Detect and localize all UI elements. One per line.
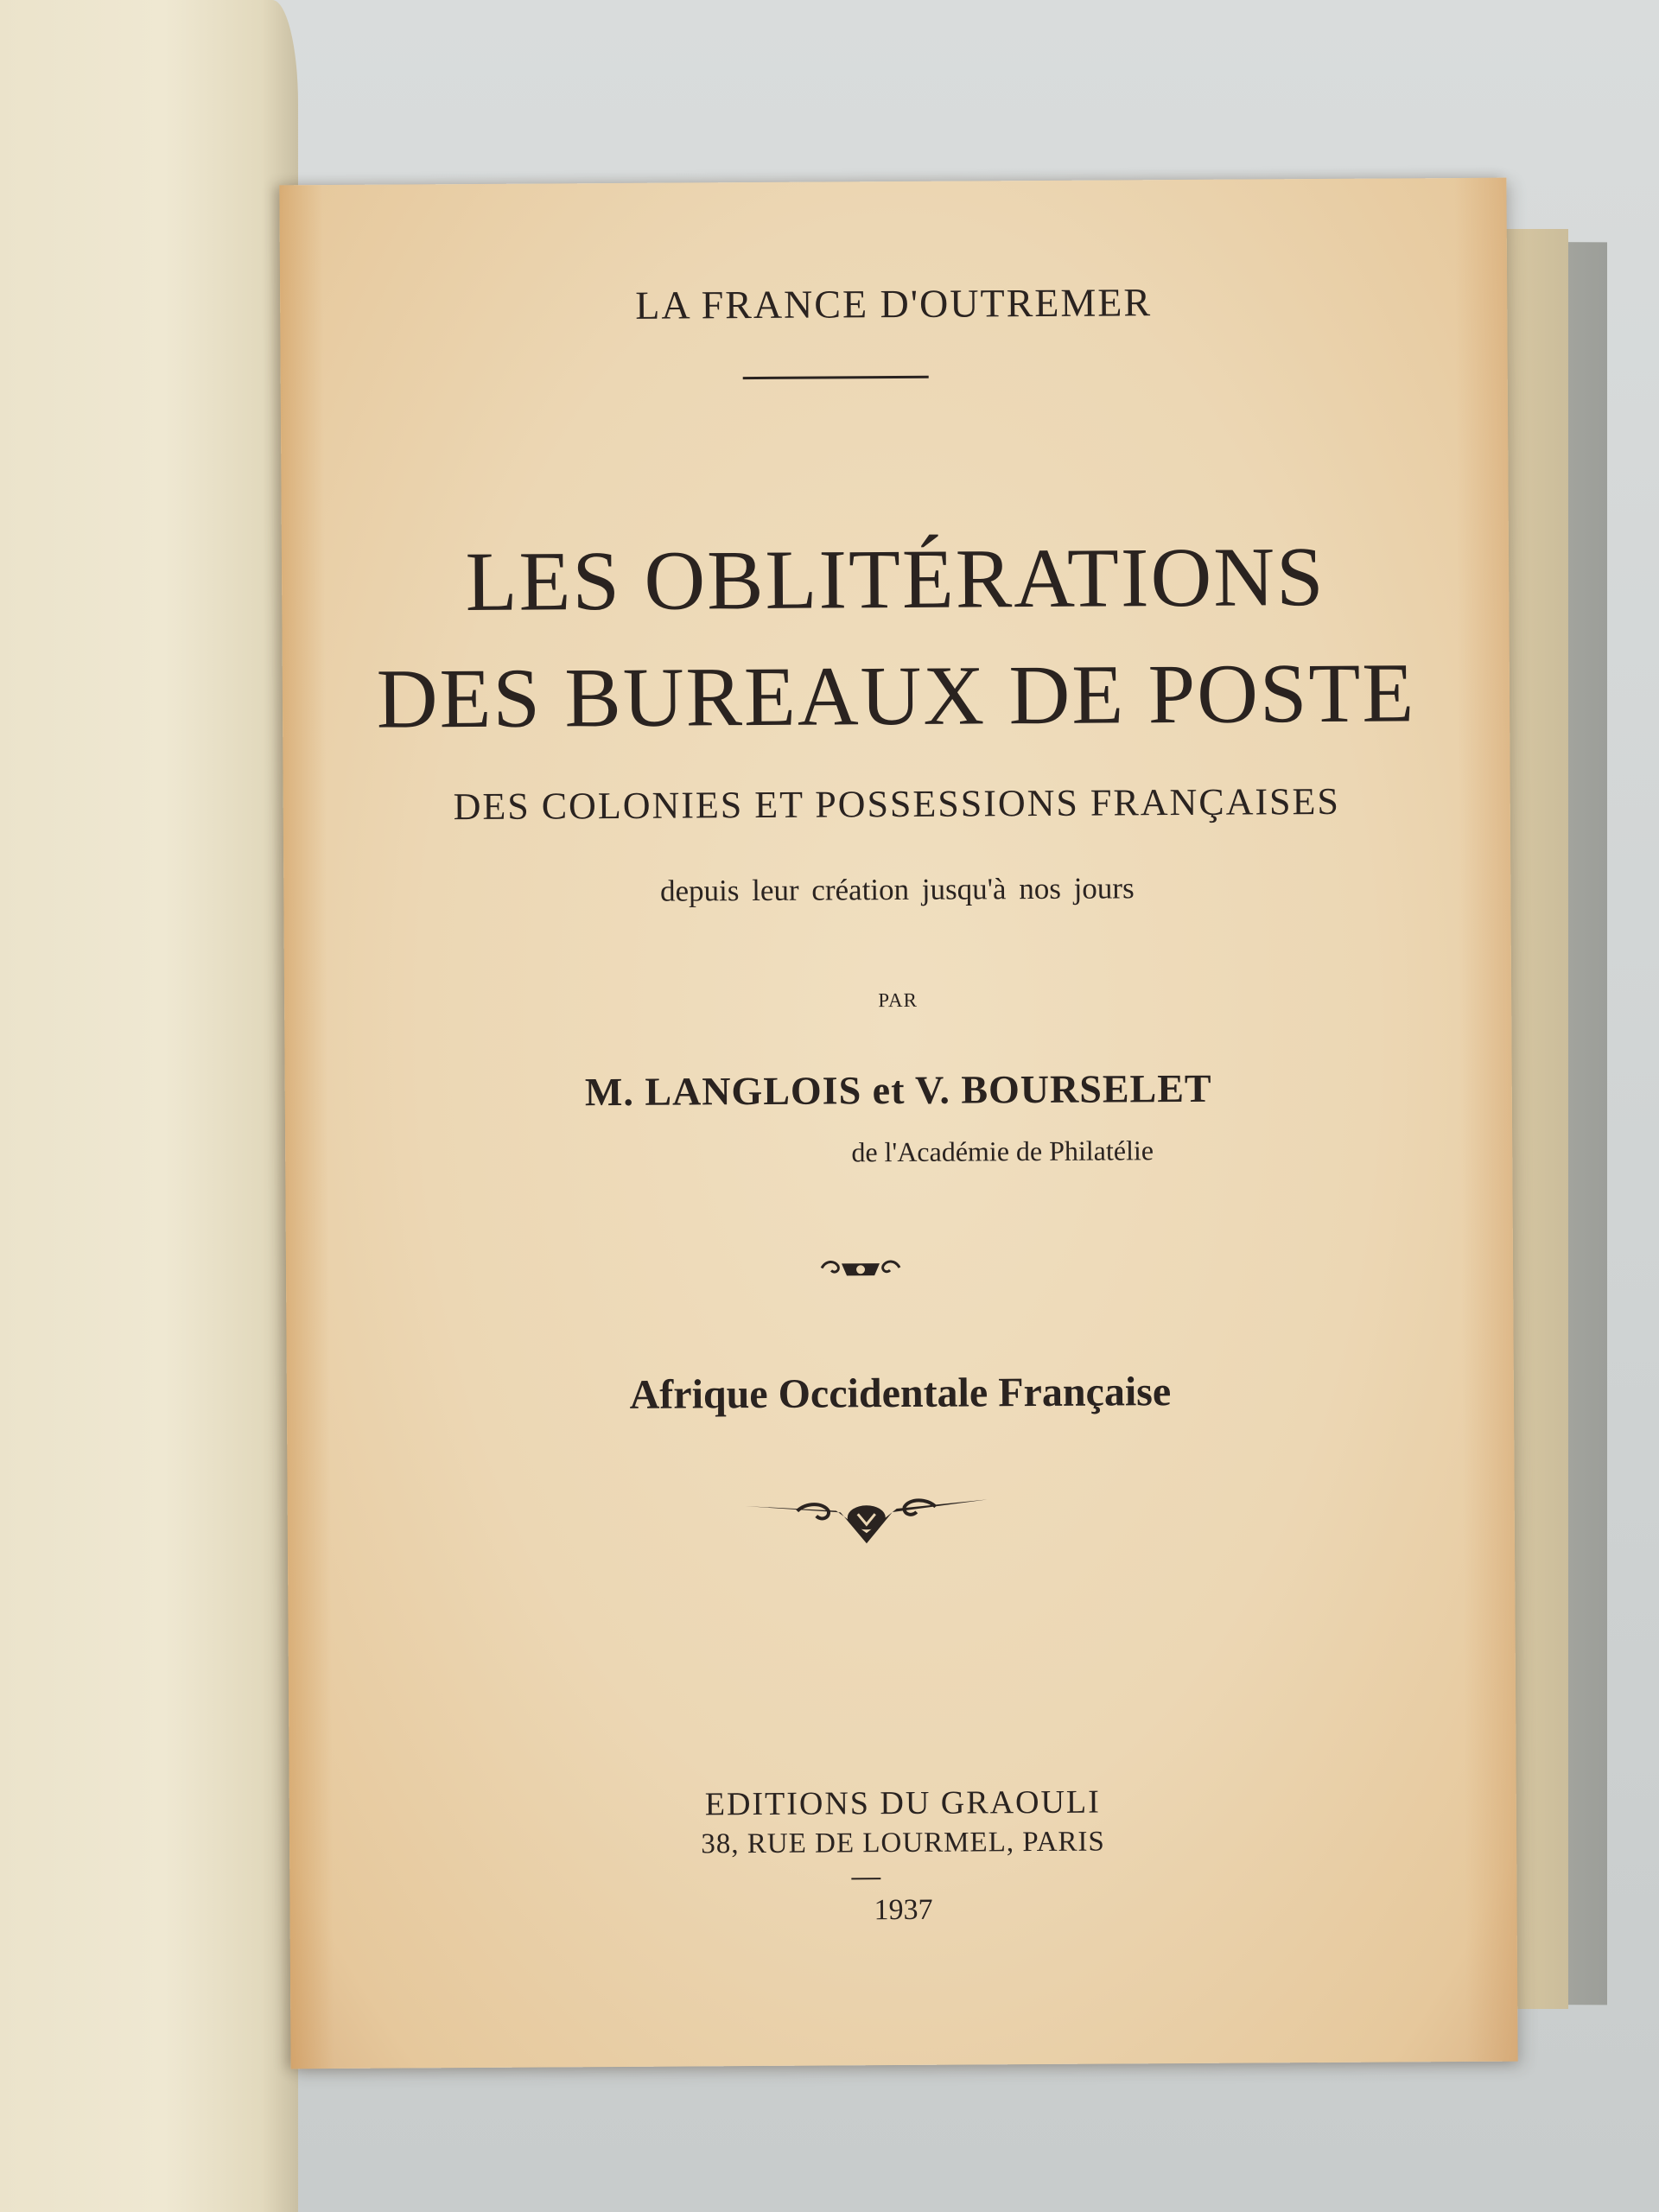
small-fleuron-icon	[817, 1253, 904, 1283]
imprint-rule	[851, 1878, 880, 1879]
subtitle: DES COLONIES ET POSSESSIONS FRANÇAISES	[453, 779, 1341, 829]
facing-blank-page	[0, 0, 298, 2212]
publisher: EDITIONS DU GRAOULI	[704, 1783, 1101, 1823]
publication-year: 1937	[874, 1893, 933, 1927]
affiliation: de l'Académie de Philatélie	[851, 1135, 1154, 1168]
main-title-line-1: LES OBLITÉRATIONS	[465, 530, 1325, 630]
large-fleuron-icon	[746, 1494, 988, 1548]
title-page	[279, 178, 1517, 2069]
series-title: LA FRANCE D'OUTREMER	[635, 280, 1153, 327]
publisher-address: 38, RUE DE LOURMEL, PARIS	[701, 1826, 1105, 1860]
region-title: Afrique Occidentale Française	[629, 1369, 1172, 1418]
main-title-line-2: DES BUREAUX DE POSTE	[376, 646, 1416, 747]
authors: M. LANGLOIS et V. BOURSELET	[584, 1065, 1212, 1115]
by-label: PAR	[878, 988, 918, 1012]
header-rule	[743, 376, 929, 379]
tagline: depuis leur création jusqu'à nos jours	[659, 871, 1135, 908]
